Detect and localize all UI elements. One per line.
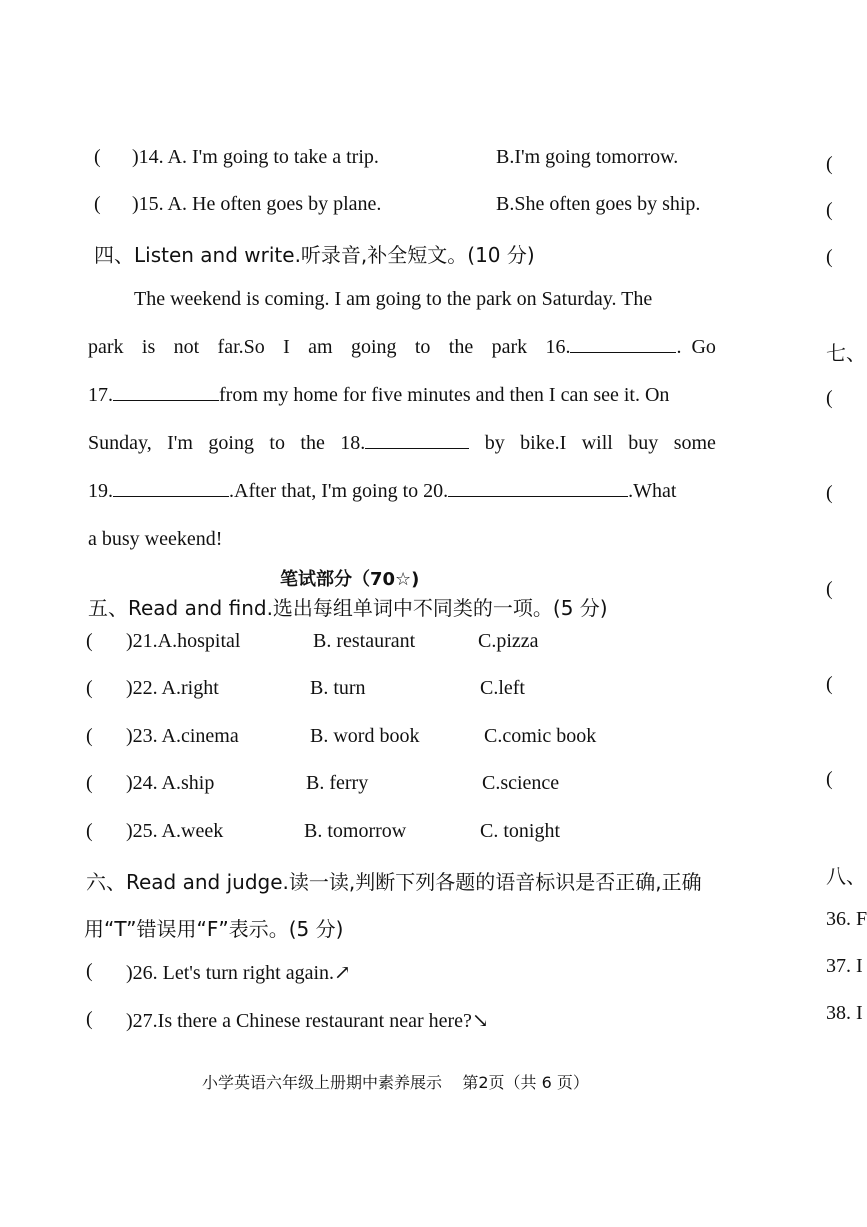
section-4-title: 四、Listen and write.听录音,补全短文。(10 分)	[94, 243, 535, 267]
blank-16-group	[545, 323, 715, 371]
question-25-option-b: B. tomorrow	[304, 820, 407, 842]
question-22-option-b: B. turn	[310, 677, 366, 699]
answer-blank-18[interactable]	[365, 430, 469, 449]
edge-paren: (	[826, 199, 833, 221]
answer-paren-25: (	[86, 820, 93, 842]
question-27-text: )27.Is there a Chinese restaurant near here?↘	[126, 1010, 489, 1032]
passage-text: .What	[628, 480, 677, 502]
passage-line-1	[88, 275, 716, 323]
answer-blank-17[interactable]	[113, 382, 219, 401]
word: the	[448, 336, 474, 358]
question-15-option-b: B.She often goes by ship.	[496, 193, 701, 215]
word: to	[414, 336, 431, 358]
word: I	[283, 336, 290, 358]
passage-line-4	[88, 419, 716, 467]
question-25-option-c: C. tonight	[480, 820, 561, 842]
passage-line-2	[88, 323, 716, 371]
word: the	[300, 432, 325, 454]
word: bike.I	[520, 432, 567, 454]
passage-line-6	[88, 515, 716, 563]
passage-text: .After that, I'm going to 20.	[229, 480, 449, 502]
answer-paren-23: (	[86, 725, 93, 747]
word: by	[484, 432, 505, 454]
blank-19-20-group	[88, 467, 676, 515]
edge-paren: (	[826, 768, 833, 790]
answer-blank-19[interactable]	[113, 478, 229, 497]
section-6-title-line-1: 六、Read and judge.读一读,判断下列各题的语音标识是否正确,正确	[86, 870, 702, 894]
answer-paren-15: (	[94, 193, 101, 215]
word: going	[350, 336, 397, 358]
word: is	[141, 336, 156, 358]
word: will	[581, 432, 613, 454]
word: not	[173, 336, 200, 358]
edge-paren: (	[826, 482, 833, 504]
word: . Go	[676, 336, 716, 358]
page-footer: 小学英语六年级上册期中素养展示 第2页（共 6 页）	[202, 1073, 589, 1092]
passage-text: The weekend is coming. I am going to the park on Saturday. The	[134, 288, 653, 310]
question-24-option-a: )24. A.ship	[126, 772, 215, 794]
question-14-option-b: B.I'm going tomorrow.	[496, 146, 679, 168]
question-14-option-a: )14. A. I'm going to take a trip.	[132, 146, 379, 168]
blank-number-18: 18.	[340, 432, 366, 454]
edge-paren: (	[826, 153, 833, 175]
word: buy	[628, 432, 659, 454]
passage-text: a busy weekend!	[88, 528, 223, 550]
answer-paren-26: (	[86, 960, 93, 982]
edge-section-8: 八、	[826, 864, 866, 888]
edge-item-37: 37. I	[826, 955, 863, 977]
edge-paren: (	[826, 246, 833, 268]
answer-paren-14: (	[94, 146, 101, 168]
blank-number-17: 17.	[88, 384, 113, 406]
edge-item-36: 36. F	[826, 908, 867, 930]
blank-18-group	[340, 419, 469, 467]
blank-number-16: 16.	[545, 336, 571, 358]
passage-line-5	[88, 467, 716, 515]
word: park	[88, 336, 124, 358]
word: park	[491, 336, 528, 358]
answer-paren-22: (	[86, 677, 93, 699]
section-5-title: 五、Read and find.选出每组单词中不同类的一项。(5 分)	[88, 596, 608, 620]
blank-number-19: 19.	[88, 480, 113, 502]
edge-section-7: 七、	[826, 341, 866, 365]
question-23-option-b: B. word book	[310, 725, 420, 747]
word: Sunday,	[88, 432, 152, 454]
edge-paren: (	[826, 578, 833, 600]
answer-paren-27: (	[86, 1008, 93, 1030]
word: going	[208, 432, 254, 454]
answer-blank-20[interactable]	[448, 478, 628, 497]
question-21-option-a: )21.A.hospital	[126, 630, 241, 652]
question-21-option-b: B. restaurant	[313, 630, 416, 652]
question-21-option-c: C.pizza	[478, 630, 539, 652]
answer-paren-21: (	[86, 630, 93, 652]
word: I'm	[167, 432, 193, 454]
word: some	[673, 432, 716, 454]
written-part-heading: 笔试部分（70☆)	[280, 569, 420, 590]
question-24-option-c: C.science	[482, 772, 560, 794]
listening-passage	[88, 275, 716, 563]
answer-blank-16[interactable]	[570, 334, 676, 353]
edge-paren: (	[826, 387, 833, 409]
section-6-title-line-2: 用“T”错误用“F”表示。(5 分)	[84, 917, 344, 941]
passage-line-3	[88, 371, 716, 419]
question-22-option-c: C.left	[480, 677, 525, 699]
question-25-option-a: )25. A.week	[126, 820, 224, 842]
question-26-text: )26. Let's turn right again.↗	[126, 962, 351, 984]
question-15-option-a: )15. A. He often goes by plane.	[132, 193, 382, 215]
word: to	[269, 432, 285, 454]
question-22-option-a: )22. A.right	[126, 677, 219, 699]
edge-paren: (	[826, 673, 833, 695]
answer-paren-24: (	[86, 772, 93, 794]
word: am	[308, 336, 333, 358]
edge-item-38: 38. I	[826, 1002, 863, 1024]
passage-text: from my home for five minutes and then I can see it. On	[219, 384, 670, 406]
word: far.So	[217, 336, 265, 358]
question-23-option-c: C.comic book	[484, 725, 597, 747]
blank-17-group	[88, 371, 669, 419]
question-24-option-b: B. ferry	[306, 772, 369, 794]
question-23-option-a: )23. A.cinema	[126, 725, 239, 747]
